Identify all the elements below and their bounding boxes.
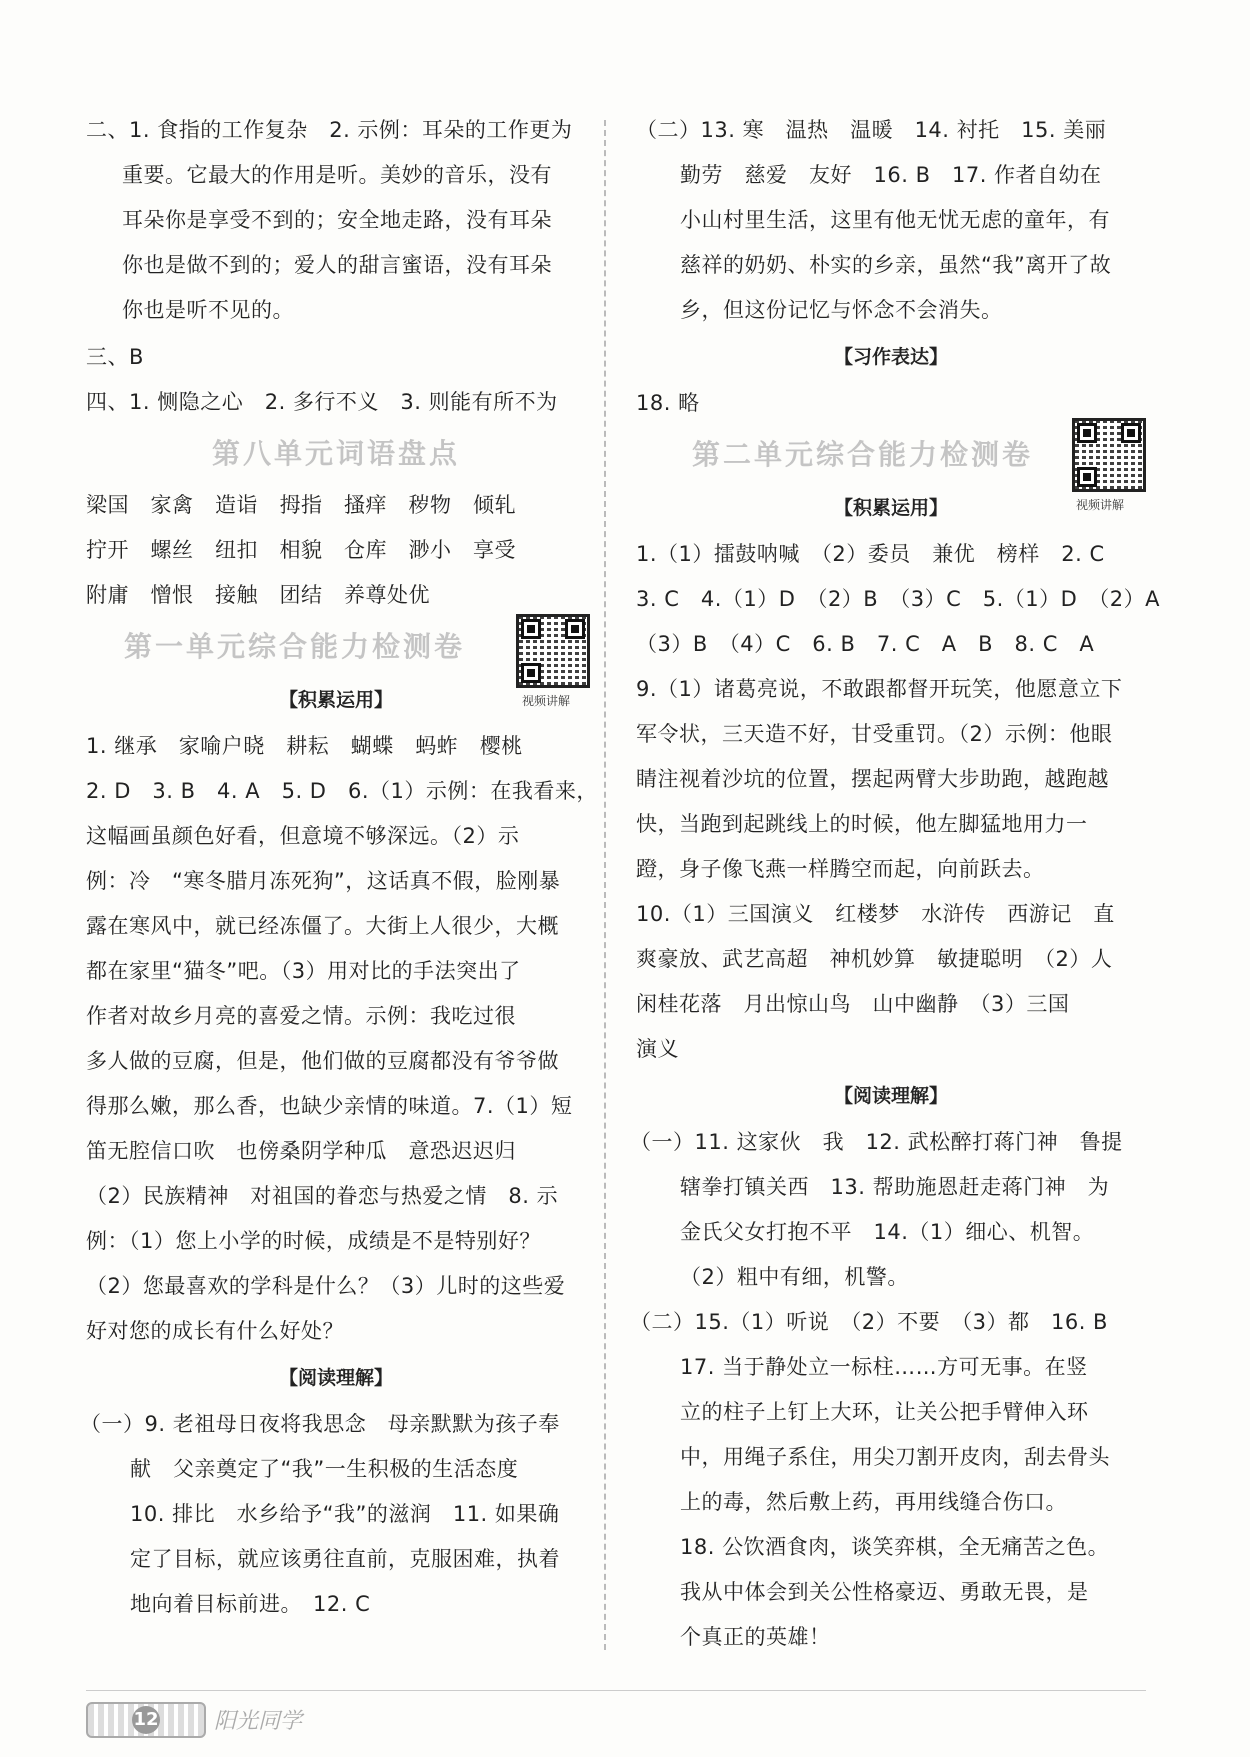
- section-four: 四、1. 恻隐之心 2. 多行不义 3. 则能有所不为: [86, 390, 558, 414]
- text-line: 重要。它最大的作用是听。美妙的音乐，没有: [122, 163, 552, 187]
- text-line: 上的毒，然后敷上药，再用线缝合伤口。: [680, 1490, 1067, 1514]
- writing-heading: 【习作表达】: [833, 346, 948, 368]
- section-two: [86, 108, 586, 333]
- text-line: 地向着目标前进。 12. C: [130, 1592, 371, 1616]
- text-line: （2）您最喜欢的学科是什么？（3）儿时的这些爱: [86, 1274, 566, 1298]
- text-line: 例：冷 “寒冬腊月冻死狗”，这话真不假，脸刚暴: [86, 869, 561, 893]
- section-three: 三、B: [86, 345, 144, 369]
- text-line: 例：（1）您上小学的时候，成绩是不是特别好？: [86, 1229, 541, 1253]
- text-line: 慈祥的奶奶、朴实的乡亲，虽然“我”离开了故: [680, 253, 1112, 277]
- text-line: 小山村里生活，这里有他无忧无虑的童年，有: [680, 208, 1110, 232]
- text-line: 蹬，身子像飞燕一样腾空而起，向前跃去。: [636, 857, 1045, 881]
- text-line: 我从中体会到关公性格豪迈、勇敢无畏，是: [680, 1580, 1089, 1604]
- unit1-answers: [86, 724, 598, 1354]
- text-line: 3. C 4.（1）D （2）B （3）C 5.（1）D （2）A: [636, 587, 1161, 611]
- text-line: 9.（1）诸葛亮说，不敢跟都督开玩笑，他愿意立下: [636, 677, 1123, 701]
- qr-code-icon[interactable]: [1072, 418, 1146, 492]
- text-line: 你也是做不到的；爱人的甜言蜜语，没有耳朵: [122, 253, 552, 277]
- text-line: 演义: [636, 1037, 679, 1061]
- text-line: 定了目标，就应该勇往直前，克服困难，执着: [130, 1547, 560, 1571]
- text-line: 军令状，三天造不好，甘受重罚。（2）示例：他眼: [636, 722, 1113, 746]
- unit8-word-list: [86, 483, 586, 618]
- text-line: （2）民族精神 对祖国的眷恋与热爱之情 8. 示: [86, 1184, 559, 1208]
- text-line: 二、1. 食指的工作复杂 2. 示例：耳朵的工作更为: [86, 118, 573, 142]
- text-line: 乡，但这份记忆与怀念不会消失。: [680, 298, 1003, 322]
- text-line: 18. 公饮酒食肉，谈笑弈棋，全无痛苦之色。: [680, 1535, 1110, 1559]
- reading-heading: 【阅读理解】: [278, 1367, 393, 1389]
- text-line: 1.（1）擂鼓呐喊 （2）委员 兼优 榜样 2. C: [636, 542, 1105, 566]
- brand-logo: 阳光同学: [214, 1709, 303, 1734]
- page-badge: [86, 1702, 206, 1738]
- accumulate-heading: 【积累运用】: [833, 497, 948, 519]
- column-divider: [604, 120, 606, 1650]
- text-line: （2）粗中有细，机警。: [680, 1265, 909, 1289]
- text-line: 得那么嫩，那么香，也缺少亲情的味道。7.（1）短: [86, 1094, 573, 1118]
- right-column: [630, 108, 1161, 1660]
- text-line: 1. 继承 家喻户晓 耕耘 蝴蝶 蚂蚱 樱桃: [86, 734, 523, 758]
- accumulate-heading: 【积累运用】: [278, 689, 393, 711]
- footer-rule: [86, 1690, 1146, 1691]
- text-line: （一）11. 这家伙 我 12. 武松醉打蒋门神 鲁提: [630, 1130, 1123, 1154]
- text-line: （二）13. 寒 温热 温暖 14. 衬托 15. 美丽: [636, 118, 1107, 142]
- unit1-title: 第一单元综合能力检测卷: [124, 630, 466, 663]
- text-line: 都在家里“猫冬”吧。（3）用对比的手法突出了: [86, 959, 521, 983]
- qr-code-icon[interactable]: [516, 614, 590, 688]
- text-line: 作者对故乡月亮的喜爱之情。示例：我吃过很: [86, 1004, 516, 1028]
- text-line: 金氏父女打抱不平 14.（1）细心、机智。: [680, 1220, 1095, 1244]
- text-line: 笛无腔信口吹 也傍桑阴学种瓜 意恐迟迟归: [86, 1139, 516, 1163]
- text-line: 勤劳 慈爱 友好 16. B 17. 作者自幼在: [680, 163, 1102, 187]
- section-er: [636, 108, 1146, 333]
- text-line: 立的柱子上钉上大环，让关公把手臂伸入环: [680, 1400, 1089, 1424]
- writing-answer: 18. 略: [636, 391, 700, 415]
- left-column: [80, 108, 598, 1627]
- reading-heading: 【阅读理解】: [833, 1085, 948, 1107]
- text-line: 个真正的英雄！: [680, 1625, 831, 1649]
- text-line: （一）9. 老祖母日夜将我思念 母亲默默为孩子奉: [80, 1412, 560, 1436]
- text-line: 闲桂花落 月出惊山鸟 山中幽静 （3）三国: [636, 992, 1070, 1016]
- text-line: 爽豪放、武艺高超 神机妙算 敏捷聪明 （2）人: [636, 947, 1113, 971]
- text-line: 这幅画虽颜色好看，但意境不够深远。（2）示: [86, 824, 520, 848]
- text-line: 你也是听不见的。: [122, 298, 294, 322]
- text-line: 中，用绳子系住，用尖刀割开皮肉，刮去骨头: [680, 1445, 1110, 1469]
- word-row: 梁国 家禽 造诣 拇指 搔痒 秽物 倾轧: [86, 493, 516, 517]
- reading-answers: [80, 1402, 586, 1627]
- unit2-answers: [636, 532, 1161, 1072]
- text-line: （二）15.（1）听说 （2）不要 （3）都 16. B: [630, 1310, 1108, 1334]
- text-line: （3）B （4）C 6. B 7. C A B 8. C A: [636, 632, 1095, 656]
- qr-caption: 视频讲解: [522, 694, 571, 708]
- qr-caption: 视频讲解: [1076, 498, 1125, 512]
- reading-answers: [630, 1120, 1146, 1660]
- text-line: 10. 排比 水乡给予“我”的滋润 11. 如果确: [130, 1502, 560, 1526]
- text-line: 10.（1）三国演义 红楼梦 水浒传 西游记 直: [636, 902, 1115, 926]
- text-line: 17. 当于静处立一标柱……方可无事。在竖: [680, 1355, 1088, 1379]
- unit8-title: 第八单元词语盘点: [211, 437, 460, 470]
- text-line: 多人做的豆腐，但是，他们做的豆腐都没有爷爷做: [86, 1049, 559, 1073]
- text-line: 睛注视着沙坑的位置，摆起两臂大步助跑，越跑越: [636, 767, 1109, 791]
- unit2-title: 第二单元综合能力检测卷: [692, 438, 1034, 471]
- word-row: 拧开 螺丝 纽扣 相貌 仓库 渺小 享受: [86, 538, 516, 562]
- text-line: 快，当跑到起跳线上的时候，他左脚猛地用力一: [636, 812, 1088, 836]
- text-line: 辖拳打镇关西 13. 帮助施恩赶走蒋门神 为: [680, 1175, 1110, 1199]
- text-line: 露在寒风中，就已经冻僵了。大街上人很少，大概: [86, 914, 559, 938]
- page-number: 12: [132, 1706, 160, 1734]
- text-line: 2. D 3. B 4. A 5. D 6.（1）示例：在我看来，: [86, 779, 598, 803]
- word-row: 附庸 憎恨 接触 团结 养尊处优: [86, 583, 430, 607]
- text-line: 好对您的成长有什么好处？: [86, 1319, 344, 1343]
- text-line: 耳朵你是享受不到的；安全地走路，没有耳朵: [122, 208, 552, 232]
- text-line: 献 父亲奠定了“我”一生积极的生活态度: [130, 1457, 519, 1481]
